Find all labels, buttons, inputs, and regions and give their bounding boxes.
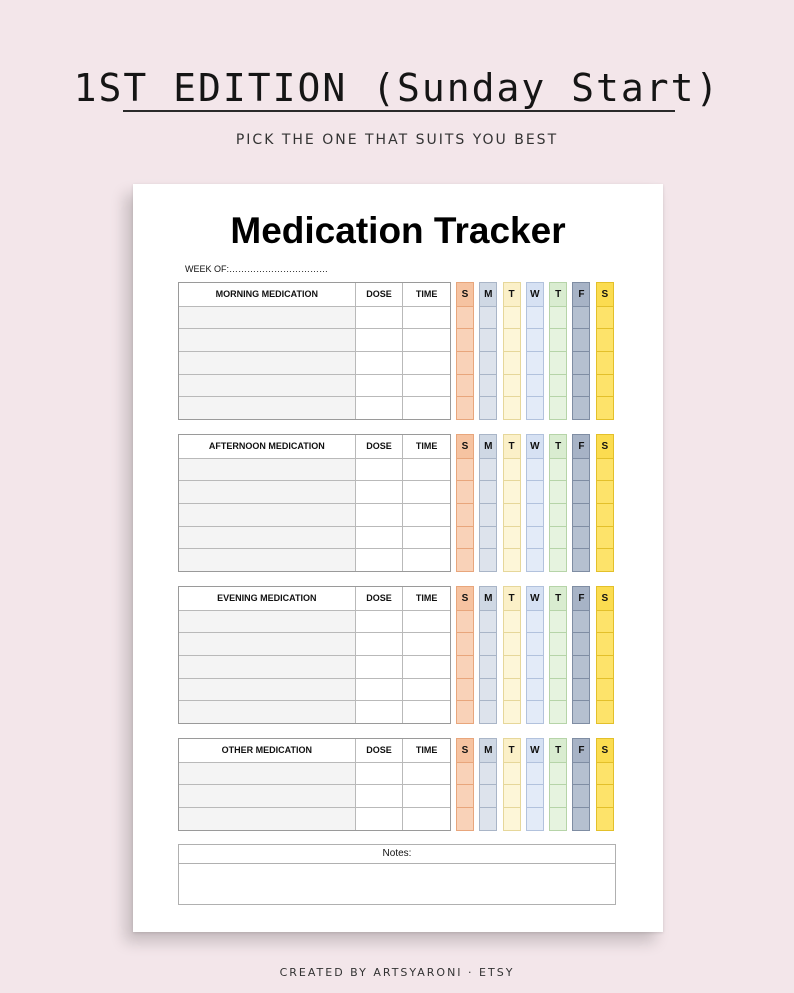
time-cell[interactable]: [402, 633, 450, 655]
dose-cell[interactable]: [355, 679, 403, 701]
day-header: S: [597, 739, 613, 762]
day-checkbox[interactable]: [573, 548, 589, 571]
day-column: [596, 434, 614, 572]
table-row: [179, 526, 450, 549]
medication-name-cell[interactable]: [179, 397, 355, 419]
day-checkbox[interactable]: [457, 503, 473, 526]
day-checkbox[interactable]: [597, 526, 613, 549]
day-checkbox[interactable]: [527, 328, 543, 351]
medication-name-cell[interactable]: [179, 481, 355, 503]
day-checkbox[interactable]: [457, 807, 473, 830]
time-cell[interactable]: [402, 375, 450, 397]
day-checkbox[interactable]: [573, 396, 589, 419]
day-checkbox[interactable]: [457, 610, 473, 633]
day-column: [572, 586, 590, 724]
medication-table: [178, 738, 451, 831]
table-row: [179, 762, 450, 785]
day-header: F: [573, 435, 589, 458]
day-checkbox[interactable]: [550, 807, 566, 830]
medication-name-cell[interactable]: [179, 527, 355, 549]
day-checkbox[interactable]: [550, 678, 566, 701]
day-checkbox[interactable]: [597, 678, 613, 701]
day-checkbox[interactable]: [504, 610, 520, 633]
day-checkbox[interactable]: [597, 655, 613, 678]
day-column: [572, 434, 590, 572]
time-cell[interactable]: [402, 679, 450, 701]
day-checkbox[interactable]: [480, 374, 496, 397]
day-checkbox[interactable]: [504, 396, 520, 419]
day-column: [596, 586, 614, 724]
day-column: [526, 738, 544, 831]
day-column: [503, 586, 521, 724]
table-header-row: [179, 739, 450, 762]
day-header: M: [480, 587, 496, 610]
medication-table: [178, 282, 451, 420]
medication-name-cell[interactable]: [179, 459, 355, 481]
section-heading: OTHER MEDICATION: [221, 745, 313, 756]
day-header: T: [550, 587, 566, 610]
day-checkbox[interactable]: [550, 306, 566, 329]
day-column: [479, 586, 497, 724]
time-cell[interactable]: [402, 549, 450, 571]
day-checkbox[interactable]: [480, 526, 496, 549]
day-checkbox[interactable]: [550, 784, 566, 807]
day-checkbox[interactable]: [480, 655, 496, 678]
day-checkbox[interactable]: [527, 503, 543, 526]
time-cell[interactable]: [402, 785, 450, 807]
day-header: S: [457, 739, 473, 762]
day-header: T: [550, 283, 566, 306]
day-checkbox[interactable]: [597, 610, 613, 633]
time-cell[interactable]: [402, 611, 450, 633]
day-checkbox[interactable]: [480, 548, 496, 571]
day-checkbox[interactable]: [527, 458, 543, 481]
day-checkbox[interactable]: [480, 678, 496, 701]
medication-name-cell[interactable]: [179, 375, 355, 397]
week-of-field[interactable]: WEEK OF:……………………………: [185, 264, 329, 274]
day-checkbox[interactable]: [573, 610, 589, 633]
day-checkbox[interactable]: [550, 526, 566, 549]
day-checkbox[interactable]: [480, 807, 496, 830]
day-header: M: [480, 283, 496, 306]
day-checkbox[interactable]: [504, 678, 520, 701]
day-checkbox[interactable]: [573, 700, 589, 723]
day-checkbox[interactable]: [480, 632, 496, 655]
day-checkbox[interactable]: [480, 396, 496, 419]
day-checkbox[interactable]: [550, 396, 566, 419]
dose-cell[interactable]: [355, 763, 403, 785]
day-checkbox[interactable]: [480, 480, 496, 503]
table-row: [179, 351, 450, 374]
medication-name-cell[interactable]: [179, 549, 355, 571]
table-row: [179, 548, 450, 571]
medication-name-cell[interactable]: [179, 808, 355, 830]
day-column: [549, 282, 567, 420]
day-checkbox[interactable]: [480, 306, 496, 329]
day-column: [526, 586, 544, 724]
day-checkbox[interactable]: [573, 655, 589, 678]
day-checkbox[interactable]: [457, 306, 473, 329]
medication-name-cell[interactable]: [179, 763, 355, 785]
dose-cell[interactable]: [355, 397, 403, 419]
day-checkbox[interactable]: [573, 762, 589, 785]
medication-name-cell[interactable]: [179, 785, 355, 807]
weekday-grid: [456, 434, 619, 572]
time-header: TIME: [402, 587, 450, 610]
day-checkbox[interactable]: [550, 328, 566, 351]
dose-cell[interactable]: [355, 504, 403, 526]
day-checkbox[interactable]: [480, 784, 496, 807]
day-checkbox[interactable]: [550, 610, 566, 633]
medication-name-cell[interactable]: [179, 656, 355, 678]
dose-cell[interactable]: [355, 527, 403, 549]
section-heading: AFTERNOON MEDICATION: [208, 441, 325, 452]
medication-table: [178, 586, 451, 724]
day-column: [456, 738, 474, 831]
day-checkbox[interactable]: [457, 632, 473, 655]
dose-cell[interactable]: [355, 307, 403, 329]
day-checkbox[interactable]: [504, 458, 520, 481]
banner-subtitle: PICK THE ONE THAT SUITS YOU BEST: [235, 132, 559, 148]
dose-cell[interactable]: [355, 459, 403, 481]
table-row: [179, 374, 450, 397]
day-header: F: [573, 587, 589, 610]
day-checkbox[interactable]: [597, 351, 613, 374]
table-row: [179, 480, 450, 503]
day-checkbox[interactable]: [527, 632, 543, 655]
dose-header: DOSE: [355, 739, 403, 762]
medication-table: [178, 434, 451, 572]
dose-cell[interactable]: [355, 611, 403, 633]
day-column: [479, 434, 497, 572]
medication-name-cell[interactable]: [179, 701, 355, 723]
time-cell[interactable]: [402, 656, 450, 678]
day-checkbox[interactable]: [573, 784, 589, 807]
day-checkbox[interactable]: [527, 655, 543, 678]
day-header: S: [597, 283, 613, 306]
day-checkbox[interactable]: [550, 700, 566, 723]
day-column: [596, 282, 614, 420]
day-checkbox[interactable]: [597, 548, 613, 571]
dose-cell[interactable]: [355, 375, 403, 397]
table-row: [179, 678, 450, 701]
day-header: W: [527, 587, 543, 610]
medication-name-cell[interactable]: [179, 679, 355, 701]
day-checkbox[interactable]: [550, 632, 566, 655]
day-header: S: [457, 435, 473, 458]
day-checkbox[interactable]: [504, 548, 520, 571]
day-checkbox[interactable]: [527, 700, 543, 723]
weekday-grid: [456, 282, 619, 420]
medication-name-cell[interactable]: [179, 504, 355, 526]
day-checkbox[interactable]: [527, 678, 543, 701]
day-checkbox[interactable]: [597, 503, 613, 526]
table-row: [179, 396, 450, 419]
day-checkbox[interactable]: [504, 807, 520, 830]
time-cell[interactable]: [402, 527, 450, 549]
day-column: [526, 434, 544, 572]
notes-box[interactable]: [178, 844, 616, 905]
day-checkbox[interactable]: [457, 762, 473, 785]
tracker-sheet: [133, 184, 663, 932]
day-checkbox[interactable]: [550, 480, 566, 503]
time-cell[interactable]: [402, 701, 450, 723]
day-checkbox[interactable]: [504, 503, 520, 526]
banner-title: 1ST EDITION (Sunday Start): [73, 66, 721, 110]
day-checkbox[interactable]: [597, 480, 613, 503]
dose-cell[interactable]: [355, 549, 403, 571]
medication-name-cell[interactable]: [179, 329, 355, 351]
time-cell[interactable]: [402, 397, 450, 419]
day-checkbox[interactable]: [527, 807, 543, 830]
medication-name-cell[interactable]: [179, 307, 355, 329]
day-column: [549, 434, 567, 572]
day-checkbox[interactable]: [597, 458, 613, 481]
day-checkbox[interactable]: [457, 526, 473, 549]
day-checkbox[interactable]: [550, 458, 566, 481]
dose-header: DOSE: [355, 283, 403, 306]
dose-header: DOSE: [355, 435, 403, 458]
table-header-row: [179, 587, 450, 610]
day-checkbox[interactable]: [527, 480, 543, 503]
day-column: [456, 434, 474, 572]
table-row: [179, 328, 450, 351]
day-header: F: [573, 739, 589, 762]
day-checkbox[interactable]: [550, 374, 566, 397]
day-checkbox[interactable]: [527, 526, 543, 549]
day-checkbox[interactable]: [597, 632, 613, 655]
table-row: [179, 700, 450, 723]
day-checkbox[interactable]: [573, 632, 589, 655]
day-checkbox[interactable]: [480, 700, 496, 723]
day-column: [526, 282, 544, 420]
day-header: T: [504, 587, 520, 610]
day-checkbox[interactable]: [597, 396, 613, 419]
day-header: F: [573, 283, 589, 306]
table-row: [179, 306, 450, 329]
medication-name-cell[interactable]: [179, 633, 355, 655]
day-column: [549, 738, 567, 831]
day-header: T: [504, 739, 520, 762]
day-column: [572, 282, 590, 420]
table-header-row: [179, 283, 450, 306]
day-checkbox[interactable]: [504, 306, 520, 329]
day-checkbox[interactable]: [527, 548, 543, 571]
medication-name-cell[interactable]: [179, 352, 355, 374]
day-checkbox[interactable]: [504, 632, 520, 655]
day-checkbox[interactable]: [504, 351, 520, 374]
notes-label: Notes:: [179, 845, 615, 864]
day-checkbox[interactable]: [573, 807, 589, 830]
day-checkbox[interactable]: [573, 526, 589, 549]
dose-cell[interactable]: [355, 329, 403, 351]
day-column: [503, 434, 521, 572]
day-checkbox[interactable]: [527, 396, 543, 419]
table-row: [179, 632, 450, 655]
day-column: [596, 738, 614, 831]
day-checkbox[interactable]: [457, 700, 473, 723]
day-checkbox[interactable]: [550, 351, 566, 374]
weekday-grid: [456, 738, 619, 831]
time-cell[interactable]: [402, 329, 450, 351]
day-checkbox[interactable]: [457, 784, 473, 807]
day-checkbox[interactable]: [457, 548, 473, 571]
day-header: W: [527, 435, 543, 458]
day-header: T: [504, 283, 520, 306]
day-checkbox[interactable]: [504, 700, 520, 723]
section-heading: EVENING MEDICATION: [217, 593, 317, 604]
day-checkbox[interactable]: [480, 762, 496, 785]
day-checkbox[interactable]: [550, 655, 566, 678]
day-column: [456, 282, 474, 420]
day-checkbox[interactable]: [597, 762, 613, 785]
time-cell[interactable]: [402, 307, 450, 329]
dose-cell[interactable]: [355, 352, 403, 374]
table-row: [179, 784, 450, 807]
time-cell[interactable]: [402, 352, 450, 374]
day-column: [479, 282, 497, 420]
day-header: T: [550, 739, 566, 762]
day-checkbox[interactable]: [573, 351, 589, 374]
day-checkbox[interactable]: [527, 784, 543, 807]
day-checkbox[interactable]: [457, 351, 473, 374]
day-header: T: [550, 435, 566, 458]
banner-rule: [123, 110, 675, 112]
dose-cell[interactable]: [355, 701, 403, 723]
day-header: M: [480, 739, 496, 762]
day-checkbox[interactable]: [597, 328, 613, 351]
day-checkbox[interactable]: [504, 526, 520, 549]
day-column: [572, 738, 590, 831]
day-header: T: [504, 435, 520, 458]
day-checkbox[interactable]: [480, 351, 496, 374]
day-column: [503, 282, 521, 420]
day-header: S: [457, 283, 473, 306]
day-header: W: [527, 739, 543, 762]
day-checkbox[interactable]: [527, 374, 543, 397]
day-checkbox[interactable]: [480, 610, 496, 633]
day-checkbox[interactable]: [527, 306, 543, 329]
day-checkbox[interactable]: [504, 328, 520, 351]
time-header: TIME: [402, 435, 450, 458]
day-checkbox[interactable]: [504, 655, 520, 678]
page-title: Medication Tracker: [230, 210, 566, 251]
day-checkbox[interactable]: [504, 762, 520, 785]
time-cell[interactable]: [402, 808, 450, 830]
day-checkbox[interactable]: [480, 503, 496, 526]
day-checkbox[interactable]: [504, 784, 520, 807]
time-header: TIME: [402, 739, 450, 762]
day-checkbox[interactable]: [457, 458, 473, 481]
time-cell[interactable]: [402, 481, 450, 503]
weekday-grid: [456, 586, 619, 724]
table-header-row: [179, 435, 450, 458]
table-row: [179, 610, 450, 633]
table-row: [179, 503, 450, 526]
time-header: TIME: [402, 283, 450, 306]
dose-cell[interactable]: [355, 633, 403, 655]
dose-cell[interactable]: [355, 481, 403, 503]
day-checkbox[interactable]: [527, 351, 543, 374]
day-checkbox[interactable]: [573, 328, 589, 351]
day-checkbox[interactable]: [550, 762, 566, 785]
time-cell[interactable]: [402, 504, 450, 526]
dose-header: DOSE: [355, 587, 403, 610]
day-checkbox[interactable]: [457, 374, 473, 397]
medication-name-cell[interactable]: [179, 611, 355, 633]
day-checkbox[interactable]: [457, 655, 473, 678]
day-checkbox[interactable]: [597, 374, 613, 397]
table-row: [179, 655, 450, 678]
day-checkbox[interactable]: [480, 458, 496, 481]
day-checkbox[interactable]: [504, 374, 520, 397]
day-checkbox[interactable]: [573, 503, 589, 526]
day-checkbox[interactable]: [457, 396, 473, 419]
day-checkbox[interactable]: [550, 548, 566, 571]
section-heading: MORNING MEDICATION: [215, 289, 318, 300]
day-checkbox[interactable]: [597, 700, 613, 723]
day-checkbox[interactable]: [573, 678, 589, 701]
day-checkbox[interactable]: [597, 807, 613, 830]
day-column: [503, 738, 521, 831]
day-checkbox[interactable]: [573, 306, 589, 329]
dose-cell[interactable]: [355, 656, 403, 678]
day-checkbox[interactable]: [527, 762, 543, 785]
day-header: M: [480, 435, 496, 458]
day-header: S: [597, 435, 613, 458]
day-checkbox[interactable]: [573, 458, 589, 481]
day-checkbox[interactable]: [504, 480, 520, 503]
day-column: [456, 586, 474, 724]
table-row: [179, 807, 450, 830]
time-cell[interactable]: [402, 763, 450, 785]
time-cell[interactable]: [402, 459, 450, 481]
day-checkbox[interactable]: [573, 374, 589, 397]
day-checkbox[interactable]: [457, 678, 473, 701]
day-checkbox[interactable]: [597, 306, 613, 329]
day-header: S: [597, 587, 613, 610]
day-header: W: [527, 283, 543, 306]
day-column: [549, 586, 567, 724]
day-checkbox[interactable]: [597, 784, 613, 807]
day-column: [479, 738, 497, 831]
day-checkbox[interactable]: [480, 328, 496, 351]
day-checkbox[interactable]: [527, 610, 543, 633]
day-header: S: [457, 587, 473, 610]
table-row: [179, 458, 450, 481]
day-checkbox[interactable]: [457, 480, 473, 503]
dose-cell[interactable]: [355, 808, 403, 830]
day-checkbox[interactable]: [573, 480, 589, 503]
day-checkbox[interactable]: [550, 503, 566, 526]
footer-credit: CREATED BY ARTSYARONI · ETSY: [279, 966, 515, 979]
day-checkbox[interactable]: [457, 328, 473, 351]
dose-cell[interactable]: [355, 785, 403, 807]
